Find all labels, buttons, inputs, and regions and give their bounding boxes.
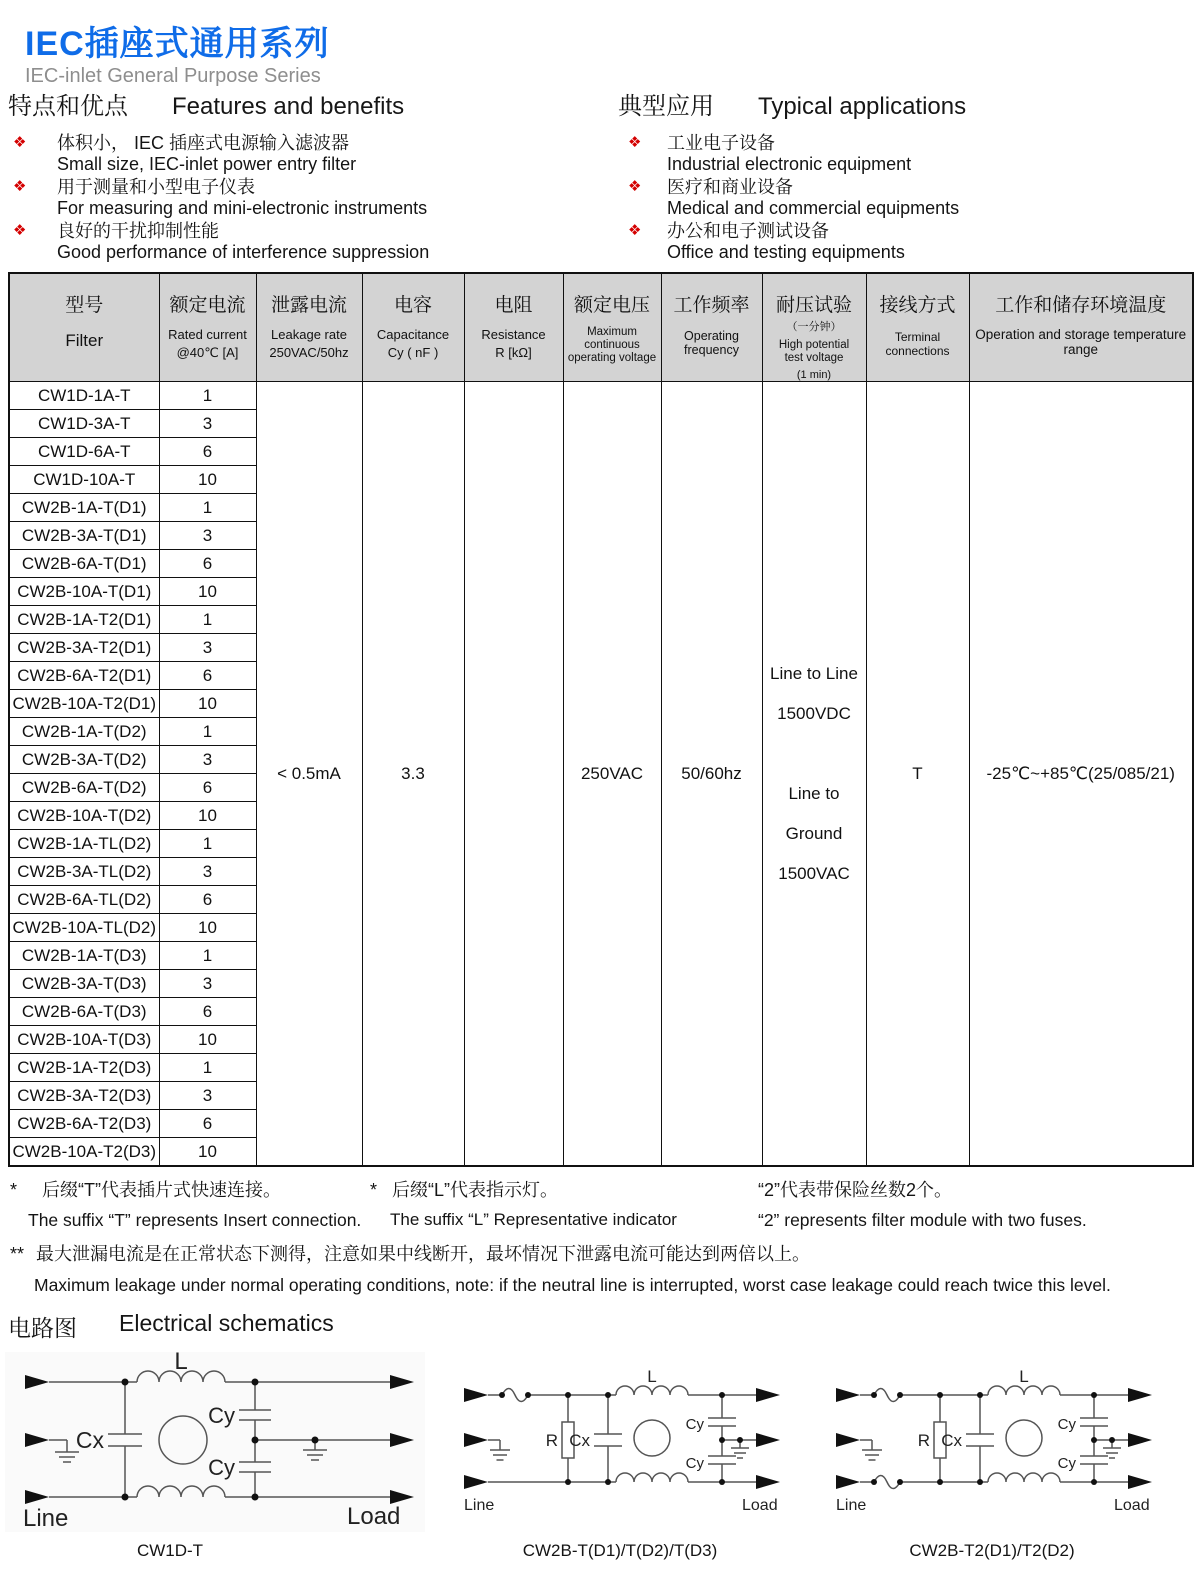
- bullet-en: Medical and commercial equipments: [667, 198, 960, 218]
- features-heading: [8, 93, 608, 121]
- merged-cell-temperature: -25℃~+85℃(25/085/21): [969, 382, 1193, 1167]
- features-heading-zh: 特点和优点: [8, 93, 128, 120]
- title-block: [25, 24, 330, 88]
- current-cell: 3: [159, 522, 256, 550]
- col-header-rated-current: 额定电流 Rated current @40℃ [A]: [159, 273, 256, 382]
- current-cell: 10: [159, 1138, 256, 1167]
- resistor-label: R: [917, 1431, 930, 1450]
- line-label: Line: [23, 1505, 69, 1532]
- model-cell: CW1D-1A-T: [9, 382, 159, 410]
- filter-table-body: [9, 382, 1193, 1167]
- col-header-temperature: 工作和储存环境温度 Operation and storage temperature range: [969, 273, 1193, 382]
- current-cell: 1: [159, 494, 256, 522]
- applications-item: [618, 220, 1196, 263]
- page-subtitle: IEC-inlet General Purpose Series: [25, 65, 321, 87]
- merged-cell-voltage: 250VAC: [563, 382, 661, 1167]
- line-label: Line: [464, 1497, 495, 1514]
- features-section: [8, 93, 608, 264]
- bullet-zh: 用于测量和小型电子仪表: [57, 177, 255, 197]
- model-cell: CW2B-10A-T(D1): [9, 578, 159, 606]
- merged-cell-hipot: [762, 382, 866, 1167]
- cx-label: Cx: [75, 1427, 104, 1453]
- hipot-line: Line to Line: [770, 663, 858, 683]
- load-label: Load: [1114, 1497, 1150, 1514]
- schematic-caption: CW2B-T(D1)/T(D2)/T(D3): [522, 1541, 718, 1560]
- double-asterisk: **: [10, 1244, 25, 1264]
- model-cell: CW2B-3A-T(D2): [9, 746, 159, 774]
- current-cell: 3: [159, 634, 256, 662]
- current-cell: 3: [159, 970, 256, 998]
- model-cell: CW2B-1A-TL(D2): [9, 830, 159, 858]
- bullet-text: [57, 176, 608, 219]
- footnote-suffix-t: * 后缀“T”代表插片式快速连接。 The suffix “T” represents Insert connection.: [10, 1180, 362, 1230]
- footnote-suffix-l: * 后缀“L”代表指示灯。 The suffix “L” Representative indicator: [370, 1180, 677, 1229]
- diamond-bullet-icon: ❖: [13, 222, 27, 239]
- model-cell: CW2B-6A-T(D1): [9, 550, 159, 578]
- current-cell: 6: [159, 1110, 256, 1138]
- circuit-diagram: [5, 1352, 425, 1532]
- col-header-resistance: 电阻 Resistance R [kΩ]: [464, 273, 563, 382]
- model-cell: CW2B-1A-T2(D1): [9, 606, 159, 634]
- features-item: [8, 176, 608, 219]
- model-cell: CW2B-3A-T(D1): [9, 522, 159, 550]
- bullet-zh: 体积小， IEC 插座式电源输入滤波器: [57, 133, 350, 153]
- diamond-bullet-icon: ❖: [13, 134, 27, 151]
- model-cell: CW2B-1A-T2(D3): [9, 1054, 159, 1082]
- bullet-en: For measuring and mini-electronic instruments: [57, 198, 428, 218]
- applications-heading-en: Typical applications: [758, 93, 967, 120]
- model-cell: CW1D-3A-T: [9, 410, 159, 438]
- bullet-en: Good performance of interference suppression: [57, 242, 430, 262]
- asterisk: *: [370, 1180, 378, 1200]
- model-cell: CW2B-10A-T(D2): [9, 802, 159, 830]
- cy-top-label: Cy: [208, 1403, 235, 1428]
- applications-list: [618, 132, 1196, 263]
- current-cell: 6: [159, 438, 256, 466]
- applications-section: [618, 93, 1196, 264]
- load-label: Load: [742, 1497, 778, 1514]
- merged-cell-leakage: < 0.5mA: [256, 382, 362, 1167]
- schematic-caption: CW1D-T: [136, 1541, 204, 1560]
- asterisk: *: [10, 1180, 18, 1200]
- bullet-text: [667, 220, 1196, 263]
- bullet-zh: 办公和电子测试设备: [667, 221, 829, 241]
- current-cell: 1: [159, 830, 256, 858]
- current-cell: 6: [159, 550, 256, 578]
- current-cell: 6: [159, 886, 256, 914]
- cy-top-label: Cy: [685, 1416, 704, 1433]
- features-list: [8, 132, 608, 263]
- current-cell: 3: [159, 1082, 256, 1110]
- hipot-line: Line to: [788, 783, 840, 803]
- model-cell: CW2B-3A-TL(D2): [9, 858, 159, 886]
- schematic-caption: CW2B-T2(D1)/T2(D2): [909, 1541, 1075, 1560]
- hipot-line: 1500VDC: [777, 703, 851, 723]
- model-cell: CW1D-6A-T: [9, 438, 159, 466]
- applications-item: [618, 132, 1196, 175]
- merged-cell-capacitance: 3.3: [362, 382, 464, 1167]
- inductor-label: L: [174, 1352, 188, 1375]
- current-cell: 1: [159, 942, 256, 970]
- bullet-zh: 工业电子设备: [667, 133, 775, 153]
- schematics-heading-zh: 电路图: [8, 1315, 77, 1341]
- diamond-bullet-icon: ❖: [628, 222, 642, 239]
- page-title: IEC插座式通用系列: [25, 25, 330, 63]
- bullet-en: Industrial electronic equipment: [667, 154, 912, 174]
- model-cell: CW2B-10A-T2(D3): [9, 1138, 159, 1167]
- model-cell: CW2B-1A-T(D3): [9, 942, 159, 970]
- cy-top-label: Cy: [1057, 1416, 1076, 1433]
- applications-heading-zh: 典型应用: [618, 93, 714, 120]
- model-cell: CW2B-6A-T2(D3): [9, 1110, 159, 1138]
- col-header-capacitance: 电容 Capacitance Cy ( nF ): [362, 273, 464, 382]
- inductor-label: L: [1019, 1370, 1029, 1386]
- circuit-diagram: [822, 1370, 1162, 1520]
- footnote-max-leakage: ** 最大泄漏电流是在正常状态下测得，注意如果中线断开，最坏情况下泄露电流可能达到两倍以上。 Maximum leakage under normal operating conditions, note: if the neutral line is interrupted, worst case leakage could reach twice this level.: [10, 1244, 1111, 1295]
- current-cell: 10: [159, 1026, 256, 1054]
- current-cell: 10: [159, 914, 256, 942]
- footnote-two-fuses: “2”代表带保险丝数2个。 “2” represents filter module with two fuses.: [758, 1180, 1087, 1230]
- current-cell: 1: [159, 606, 256, 634]
- cy-bottom-label: Cy: [1057, 1455, 1076, 1472]
- model-cell: CW2B-10A-T(D3): [9, 1026, 159, 1054]
- diamond-bullet-icon: ❖: [628, 134, 642, 151]
- model-cell: CW1D-10A-T: [9, 466, 159, 494]
- current-cell: 10: [159, 802, 256, 830]
- cx-label: Cx: [941, 1431, 962, 1450]
- bullet-text: [57, 220, 608, 263]
- table-row: [9, 382, 1193, 410]
- bullet-zh: 良好的干扰抑制性能: [57, 221, 219, 241]
- schematic-cw2b-t: [450, 1370, 790, 1561]
- schematics-heading-en: Electrical schematics: [119, 1310, 334, 1336]
- hipot-text: [770, 654, 858, 894]
- model-cell: CW2B-1A-T(D1): [9, 494, 159, 522]
- merged-cell-frequency: 50/60hz: [661, 382, 762, 1167]
- col-header-frequency: 工作频率 Operating frequency: [661, 273, 762, 382]
- load-label: Load: [347, 1503, 401, 1530]
- applications-heading: [618, 93, 1196, 121]
- line-label: Line: [836, 1497, 867, 1514]
- bullet-en: Office and testing equipments: [667, 242, 905, 262]
- bullet-zh: 医疗和商业设备: [667, 177, 793, 197]
- current-cell: 6: [159, 774, 256, 802]
- merged-cell-resistance: [464, 382, 563, 1167]
- model-cell: CW2B-6A-TL(D2): [9, 886, 159, 914]
- current-cell: 1: [159, 718, 256, 746]
- model-cell: CW2B-10A-T2(D1): [9, 690, 159, 718]
- current-cell: 3: [159, 746, 256, 774]
- schematic-cw2b-t2: [822, 1370, 1162, 1561]
- schematics-heading: [8, 1310, 334, 1343]
- current-cell: 1: [159, 382, 256, 410]
- features-item: [8, 132, 608, 175]
- current-cell: 3: [159, 858, 256, 886]
- cy-bottom-label: Cy: [208, 1455, 235, 1480]
- current-cell: 6: [159, 662, 256, 690]
- model-cell: CW2B-10A-TL(D2): [9, 914, 159, 942]
- bullet-text: [667, 176, 1196, 219]
- col-header-hipot: 耐压试验 （一分钟） High potential test voltage (1 min): [762, 273, 866, 382]
- model-cell: CW2B-6A-T2(D1): [9, 662, 159, 690]
- cy-bottom-label: Cy: [685, 1455, 704, 1472]
- current-cell: 10: [159, 578, 256, 606]
- current-cell: 10: [159, 466, 256, 494]
- col-header-voltage: 额定电压 Maximum continuous operating voltage: [563, 273, 661, 382]
- model-cell: CW2B-6A-T(D2): [9, 774, 159, 802]
- model-cell: CW2B-6A-T(D3): [9, 998, 159, 1026]
- col-header-terminal: 接线方式 Terminal connections: [866, 273, 969, 382]
- bullet-en: Small size, IEC-inlet power entry filter: [57, 154, 357, 174]
- applications-item: [618, 176, 1196, 219]
- bullet-text: [57, 132, 608, 175]
- model-cell: CW2B-3A-T2(D3): [9, 1082, 159, 1110]
- filter-spec-table: [8, 272, 1194, 1167]
- schematic-cw1d-t: [5, 1352, 425, 1561]
- col-header-leakage: 泄露电流 Leakage rate 250VAC/50hz: [256, 273, 362, 382]
- diamond-bullet-icon: ❖: [628, 178, 642, 195]
- circuit-diagram: [450, 1370, 790, 1520]
- features-heading-en: Features and benefits: [172, 93, 405, 120]
- hipot-line: [770, 734, 858, 774]
- diamond-bullet-icon: ❖: [13, 178, 27, 195]
- hipot-line: 1500VAC: [778, 863, 850, 883]
- features-item: [8, 220, 608, 263]
- bullet-text: [667, 132, 1196, 175]
- model-cell: CW2B-1A-T(D2): [9, 718, 159, 746]
- hipot-line: Ground: [785, 823, 843, 843]
- model-cell: CW2B-3A-T(D3): [9, 970, 159, 998]
- current-cell: 1: [159, 1054, 256, 1082]
- model-cell: CW2B-3A-T2(D1): [9, 634, 159, 662]
- current-cell: 6: [159, 998, 256, 1026]
- cx-label: Cx: [569, 1431, 590, 1450]
- merged-cell-terminal: T: [866, 382, 969, 1167]
- col-header-filter: 型号 Filter: [9, 273, 159, 382]
- table-header-row: [9, 273, 1193, 382]
- current-cell: 10: [159, 690, 256, 718]
- inductor-label: L: [647, 1370, 657, 1386]
- current-cell: 3: [159, 410, 256, 438]
- resistor-label: R: [545, 1431, 558, 1450]
